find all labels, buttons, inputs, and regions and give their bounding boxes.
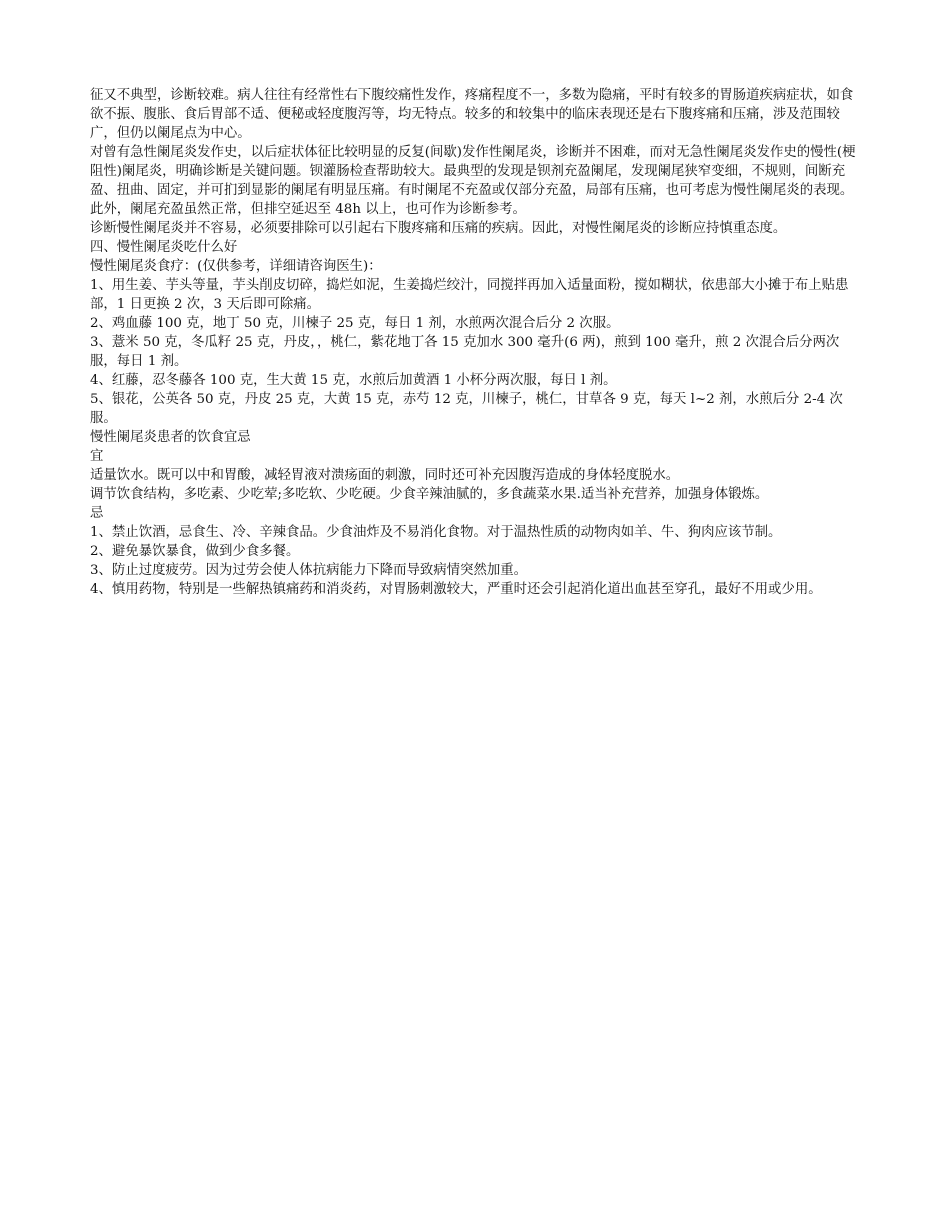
subheading-dont: 忌 — [90, 506, 104, 521]
diet-therapy-intro: 慢性阑尾炎食疗：(仅供参考，详细请咨询医生)： — [90, 259, 382, 274]
diet-therapy-item-4: 4、红藤，忍冬藤各 100 克，生大黄 15 克，水煎后加黄酒 1 小杯分两次服，每日 l 剂。 — [90, 373, 617, 388]
do-item-water: 适量饮水。既可以中和胃酸，减轻胃液对溃疡面的刺激，同时还可补充因腹泻造成的身体轻度脱水。 — [90, 468, 680, 483]
dont-item-2: 2、避免暴饮暴食，做到少食多餐。 — [90, 544, 300, 559]
section-heading-diet: 四、慢性阑尾炎吃什么好 — [90, 240, 238, 255]
dont-item-4: 4、慎用药物，特别是一些解热镇痛药和消炎药，对胃肠刺激较大，严重时还会引起消化道出血甚至穿孔，最好不用或少用。 — [90, 582, 822, 597]
subheading-do: 宜 — [90, 449, 104, 464]
document-page — [90, 86, 862, 599]
diet-therapy-item-5: 5、银花，公英各 50 克，丹皮 25 克，大黄 15 克，赤芍 12 克，川楝子，桃仁，甘草各 9 克，每天 l~2 剂，水煎后分 2-4 次服。 — [90, 392, 843, 426]
do-item-diet-structure: 调节饮食结构，多吃素、少吃荤;多吃软、少吃硬。少食辛辣油腻的，多食蔬菜水果.适当补充营养，加强身体锻炼。 — [90, 487, 769, 502]
dont-item-1: 1、禁止饮酒，忌食生、冷、辛辣食品。少食油炸及不易消化食物。对于温热性质的动物肉如羊、牛、狗肉应该节制。 — [90, 525, 782, 540]
paragraph-diagnosis-caution: 诊断慢性阑尾炎并不容易，必须要排除可以引起右下腹疼痛和压痛的疾病。因此，对慢性阑尾炎的诊断应持慎重态度。 — [90, 221, 787, 236]
paragraph-symptoms: 征又不典型，诊断较难。病人往往有经常性右下腹绞痛性发作，疼痛程度不一，多数为隐痛，平时有较多的胃肠道疾病症状，如食欲不振、腹胀、食后胃部不适、便秘或轻度腹泻等，均无特点。较多的和较集中的临床表现还是右下腹疼痛和压痛，涉及范围较广，但仍以阑尾点为中心。 — [90, 88, 854, 141]
diet-therapy-item-3: 3、薏米 50 克，冬瓜籽 25 克，丹皮，，桃仁，紫花地丁各 15 克加水 300 毫升(6 两)，煎到 100 毫升，煎 2 次混合后分两次服，每日 1 剂。 — [90, 335, 840, 369]
dont-item-3: 3、防止过度疲劳。因为过劳会使人体抗病能力下降而导致病情突然加重。 — [90, 563, 528, 578]
diet-therapy-item-2: 2、鸡血藤 100 克，地丁 50 克，川楝子 25 克，每日 1 剂，水煎两次混合后分 2 次服。 — [90, 316, 620, 331]
paragraph-diagnosis-history: 对曾有急性阑尾炎发作史，以后症状体征比较明显的反复(间歇)发作性阑尾炎，诊断并不困难，而对无急性阑尾炎发作史的慢性(梗阻性)阑尾炎，明确诊断是关键问题。钡灌肠检查帮助较大。最典型的发现是钡剂充盈阑尾，发现阑尾狭窄变细，不规则，间断充盈、扭曲、固定，并可扪到显影的阑尾有明显压痛。有时阑尾不充盈或仅部分充盈，局部有压痛，也可考虑为慢性阑尾炎的表现。此外，阑尾充盈虽然正常，但排空延迟至 48h 以上，也可作为诊断参考。 — [90, 145, 856, 217]
section-heading-do-dont: 慢性阑尾炎患者的饮食宜忌 — [90, 430, 251, 445]
diet-therapy-item-1: 1、用生姜、芋头等量，芋头削皮切碎，捣烂如泥，生姜捣烂绞汁，同搅拌再加入适量面粉，搅如糊状，依患部大小摊于布上贴患部，1 日更换 2 次，3 天后即可除痛。 — [90, 278, 849, 312]
